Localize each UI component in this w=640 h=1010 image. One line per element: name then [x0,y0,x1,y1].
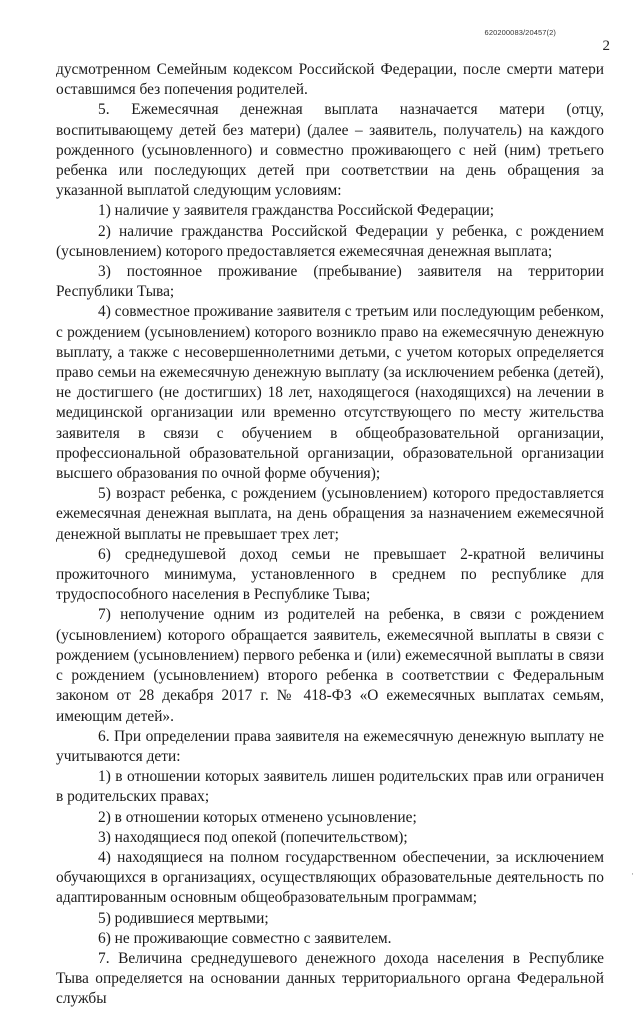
list-item-6-5: 5) родившиеся мертвыми; [98,909,269,927]
scan-mark: · [631,869,634,879]
list-item-5-4: 4) совместное проживание заявителя с третьим или последующим ребенком, с рождением (усыновлением) которого возникло право на ежемесячную денежную выплату, а также с несовершеннолетними детьми, с учетом которых определяется право семьи на ежемесячную денежную выплату (за исключением ребенка (детей), не достигшего (не достигших) 18 лет, находящегося (находящихся) на лечении в медицинской организации или временно отсутствующего по месту жительства заявителя в связи с обучением в общеобразовательной организации, профессиональной образовательной организации, образовательной организации высшего образования по очной форме обучения); [56,303,604,483]
paragraph-clause-5: 5. Ежемесячная денежная выплата назначается матери (отцу, воспитывающему детей без матери) (далее – заявитель, получатель) на каждого рожденного (усыновленного) и совместно проживающего с ней (ним) третьего ребенка или последующих детей при соответствии на день обращения за указанной выплатой следующим условиям: [56,101,604,200]
list-item-5-7: 7) неполучение одним из родителей на ребенка, в связи с рождением (усыновлением) которого обращается заявитель, ежемесячной выплаты в связи с рождением (усыновлением) первого ребенка и (или) ежемесячной выплаты в связи с рождением (усыновлением) второго ребенка в соответствии с Федеральным законом от 28 декабря 2017 г. № 418-ФЗ «О ежемесячных выплатах семьям, имеющим детей». [56,606,604,725]
page-number: 2 [602,38,610,54]
list-item-5-3: 3) постоянное проживание (пребывание) заявителя на территории Республики Тыва; [56,263,604,301]
paragraph-continuation: дусмотренном Семейным кодексом Российской Федерации, после смерти матери оставшимся без попечения родителей. [56,61,604,99]
document-body [56,60,604,1010]
list-item-5-5: 5) возраст ребенка, с рождением (усыновлением) которого предоставляется ежемесячная денежная выплата, на день обращения за назначением ежемесячной денежной выплаты не превышает трех лет; [56,485,604,543]
list-item-6-6: 6) не проживающие совместно с заявителем. [98,929,392,947]
list-item-5-6: 6) среднедушевой доход семьи не превышает 2-кратной величины прожиточного минимума, установленного в среднем по республике для трудоспособного населения в Республике Тыва; [56,545,604,604]
list-item-6-4: 4) находящиеся на полном государственном обеспечении, за исключением обучающихся в организациях, осуществляющих образовательные деятельность по адаптированным основным общеобразовательным программам; [56,848,604,907]
paragraph-clause-7: 7. Величина среднедушевого денежного дохода населения в Республике Тыва определяется на основании данных территориального органа Федеральной службы [56,949,604,1008]
list-item-5-2: 2) наличие гражданства Российской Федерации у ребенка, с рождением (усыновлением) которого предоставляется ежемесячная денежная выплата; [56,222,604,260]
list-item-6-3: 3) находящиеся под опекой (попечительством); [98,828,408,846]
paragraph-clause-6: 6. При определении права заявителя на ежемесячную денежную выплату не учитываются дети: [56,727,604,765]
list-item-5-1: 1) наличие у заявителя гражданства Российской Федерации; [98,202,494,220]
list-item-6-2: 2) в отношении которых отменено усыновление; [98,808,417,826]
list-item-6-1: 1) в отношении которых заявитель лишен родительских прав или ограничен в родительских правах; [56,768,604,806]
document-id: 620200083/20457(2) [484,28,556,37]
